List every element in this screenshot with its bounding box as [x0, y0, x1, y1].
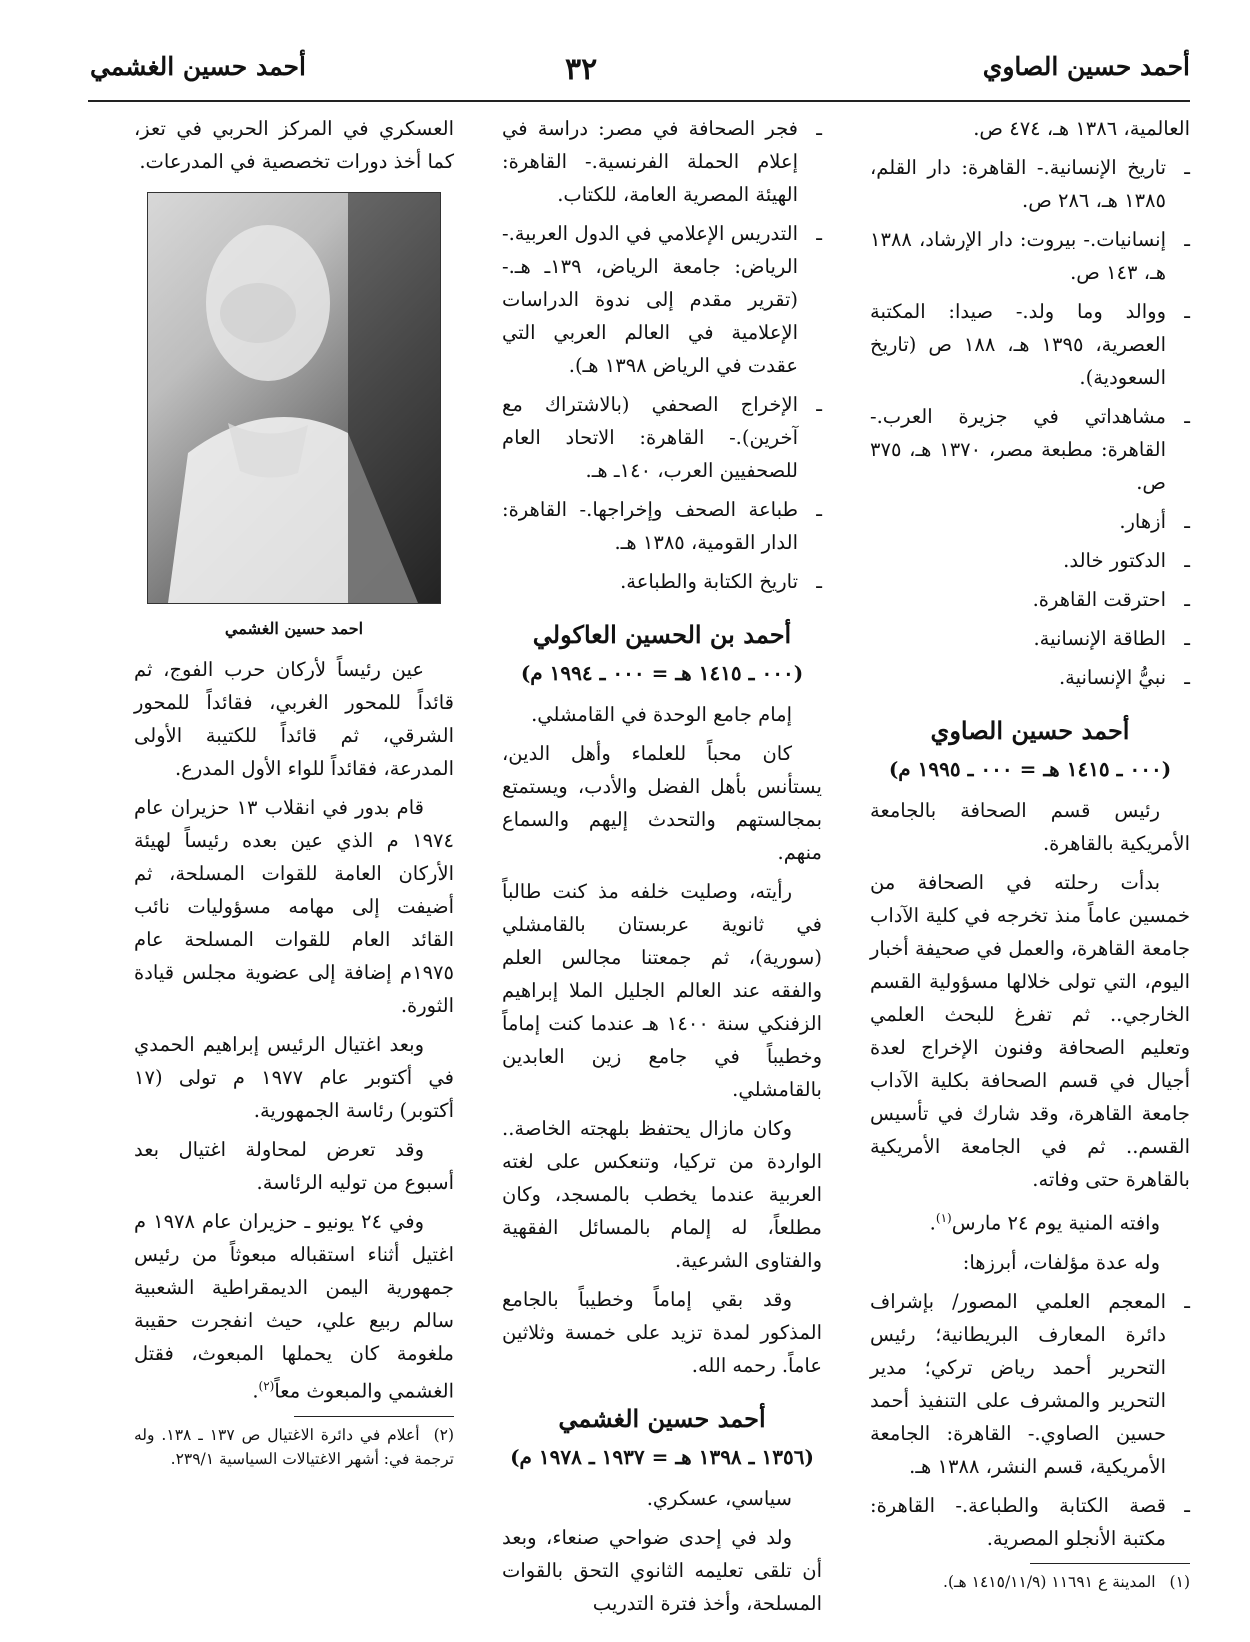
continued-line: العالمية، ١٣٨٦ هـ، ٤٧٤ ص.: [973, 117, 1190, 140]
photo-caption: احمد حسين الغشمي: [224, 619, 364, 638]
paragraph: وكان مازال يحتفظ بلهجته الخاصة.. الواردة من تركيا، وتنعكس على لغته العربية عندما يخطب بالمسجد، وكان مطلعاً، له إلمام بالمسائل الفقهية والفتاوى الشرعية.: [502, 1117, 822, 1272]
paragraph: ولد في إحدى ضواحي صنعاء، وبعد أن تلقى تعليمه الثانوي التحق بالقوات المسلحة، وأخذ فترة التدريب: [502, 1526, 822, 1615]
paragraph: وافته المنية يوم ٢٤ مارس$^{(١)}$.: [929, 1211, 1160, 1235]
paragraph: وقد تعرض لمحاولة اغتيال بعد أسبوع من توليه الرئاسة.: [134, 1138, 454, 1194]
paragraph: وبعد اغتيال الرئيس إبراهيم الحمدي في أكتوبر عام ١٩٧٧ م تولى (١٧ أكتوبر) رئاسة الجمهورية.: [134, 1033, 454, 1122]
paragraph: قام بدور في انقلاب ١٣ حزيران عام ١٩٧٤ م الذي عين بعده رئيساً لهيئة الأركان العامة للقوات المسلحة، ثم أضيفت إلى مهامه مسؤوليات نائب القائد العام للقوات المسلحة عام ١٩٧٥م إضافة إلى عضوية مجلس قيادة الثورة.: [134, 796, 454, 1017]
column-right: [870, 112, 1190, 1594]
list-item: ـ احترقت القاهرة.: [1032, 588, 1190, 611]
list-item: ـ مشاهداتي في جزيرة العرب.- القاهرة: مطبعة مصر، ١٣٧٠ هـ، ٣٧٥ ص.: [870, 405, 1190, 494]
paragraph: كان محباً للعلماء وأهل الدين، يستأنس بأهل الفضل والأدب، ويستمتع بمجالستهم والتحدث إليهم والسماع منهم.: [502, 742, 822, 864]
paragraph: وقد بقي إماماً وخطيباً بالجامع المذكور لمدة تزيد على خمسة وثلاثين عاماً. رحمه الله.: [502, 1288, 822, 1377]
list-item: ـ فجر الصحافة في مصر: دراسة في إعلام الحملة الفرنسية.- القاهرة: الهيئة المصرية العامة، للكتاب.: [502, 117, 822, 206]
list-item: ـ قصة الكتابة والطباعة.- القاهرة: مكتبة الأنجلو المصرية.: [870, 1493, 1190, 1550]
paragraph: العسكري في المركز الحربي في تعز، كما أخذ دورات تخصصية في المدرعات.: [134, 117, 454, 173]
paragraph: بدأت رحلته في الصحافة من خمسين عاماً منذ تخرجه في كلية الآداب جامعة القاهرة، والعمل في صحيفة أخبار اليوم، التي تولى خلالها مسؤولية القسم الخارجي.. ثم تفرغ للبحث العلمي وتعليم الصحافة وفنون الإخراج لعدة أجيال في قسم الصحافة بكلية الآداب جامعة القاهرة، وقد شارك في تأسيس القسم.. ثم في الجامعة الأمريكية بالقاهرة حتى وفاته.: [870, 871, 1190, 1191]
list-item: ـ المعجم العلمي المصور/ بإشراف دائرة المعارف البريطانية؛ رئيس التحرير أحمد رياض تركي؛ مدير التحرير والمشرف على التنفيذ أحمد حسين الصاوي.- القاهرة: الجامعة الأمريكية، قسم النشر، ١٣٨٨ هـ.: [870, 1289, 1190, 1478]
entry-title: أحمد حسين الصاوي: [930, 716, 1130, 745]
list-item: ـ الإخراج الصحفي (بالاشتراك مع آخرين).- القاهرة: الاتحاد العام للصحفيين العرب، ١٤٠ـ هـ.: [502, 393, 822, 482]
entry-dates: (١٣٥٦ ـ ١٣٩٨ هـ = ١٩٣٧ ـ ١٩٧٨ م): [510, 1445, 814, 1469]
list-item: ـ الطاقة الإنسانية.: [1033, 627, 1190, 650]
footnote-rule: [294, 1416, 454, 1417]
running-header-left: أحمد حسين الغشمي: [90, 52, 306, 81]
entry-dates: (٠٠٠ ـ ١٤١٥ هـ = ٠٠٠ ـ ١٩٩٥ م): [888, 757, 1172, 781]
list-item: ـ أزهار.: [1119, 510, 1190, 533]
list-item: ـ تاريخ الإنسانية.- القاهرة: دار القلم، ١٣٨٥ هـ، ٢٨٦ ص.: [870, 156, 1190, 212]
list-item: ـ الدكتور خالد.: [1063, 549, 1190, 572]
paragraph: رأيته، وصليت خلفه مذ كنت طالباً في ثانوية عربستان بالقامشلي (سورية)، ثم جمعتنا مجالس العلم والفقه عند العالم الجليل الملا إبراهيم الزفنكي سنة ١٤٠٠ هـ عندما كنت إماماً وخطيباً في جامع زين العابدين بالقامشلي.: [502, 880, 822, 1101]
portrait-photo: [147, 192, 441, 604]
entry-title: أحمد بن الحسين العاكولي: [532, 620, 792, 649]
column-left: [134, 112, 454, 1471]
footnote-rule: [1030, 1563, 1190, 1564]
paragraph: وفي ٢٤ يونيو ـ حزيران عام ١٩٧٨ م اغتيل أثناء استقباله مبعوثاً من رئيس جمهورية اليمن الديمقراطية الشعبية سالم ربيع علي، حيث انفجرت حقيبة ملغومة كان يحملها المبعوث، فقتل الغشمي والمبعوث معاً$^{(٢)}$.: [134, 1210, 454, 1403]
list-item: ـ إنسانيات.- بيروت: دار الإرشاد، ١٣٨٨ هـ، ١٤٣ ص.: [870, 228, 1190, 284]
paragraph: وله عدة مؤلفات، أبرزها:: [962, 1250, 1160, 1274]
portrait-figure: [148, 193, 440, 603]
footnote: (١)المدينة ع ١١٦٩١ (١٤١٥/١١/٩ هـ).: [943, 1572, 1190, 1591]
paragraph: رئيس قسم الصحافة بالجامعة الأمريكية بالقاهرة.: [870, 799, 1190, 855]
running-header-right: أحمد حسين الصاوي: [982, 52, 1190, 81]
list-item: ـ ووالد وما ولد.- صيدا: المكتبة العصرية، ١٣٩٥ هـ، ١٨٨ ص (تاريخ السعودية).: [870, 300, 1190, 389]
header-rule: [88, 100, 1190, 102]
column-middle: [502, 112, 822, 1626]
list-item: ـ طباعة الصحف وإخراجها.- القاهرة: الدار القومية، ١٣٨٥ هـ.: [502, 498, 822, 554]
paragraph: سياسي، عسكري.: [646, 1487, 792, 1510]
entry-title: أحمد حسين الغشمي: [558, 1404, 766, 1433]
entry-dates: (٠٠٠ ـ ١٤١٥ هـ = ٠٠٠ ـ ١٩٩٤ م): [520, 661, 804, 685]
list-item: ـ التدريس الإعلامي في الدول العربية.- الرياض: جامعة الرياض، ١٣٩ـ هـ.- (تقرير مقدم إلى ندوة الدراسات الإعلامية في العالم العربي التي عقدت في الرياض ١٣٩٨ هـ).: [502, 222, 822, 377]
paragraph: إمام جامع الوحدة في القامشلي.: [531, 703, 792, 726]
footnote: (٢)أعلام في دائرة الاغتيال ص ١٣٧ ـ ١٣٨. وله ترجمة في: أشهر الاغتيالات السياسية ٢٣٩/١.: [134, 1425, 455, 1468]
list-item: ـ نبيُّ الإنسانية.: [1058, 666, 1190, 689]
list-item: ـ تاريخ الكتابة والطباعة.: [620, 570, 822, 593]
paragraph: عين رئيساً لأركان حرب الفوج، ثم قائداً للمحور الغربي، فقائداً للمحور الشرقي، ثم قائداً للكتيبة الأولى المدرعة، فقائداً للواء الأول المدرع.: [134, 658, 454, 780]
footnote-ref: (٢): [258, 1379, 275, 1393]
footnote-ref: (١): [935, 1211, 952, 1225]
page-number: ٣٢: [565, 52, 598, 87]
